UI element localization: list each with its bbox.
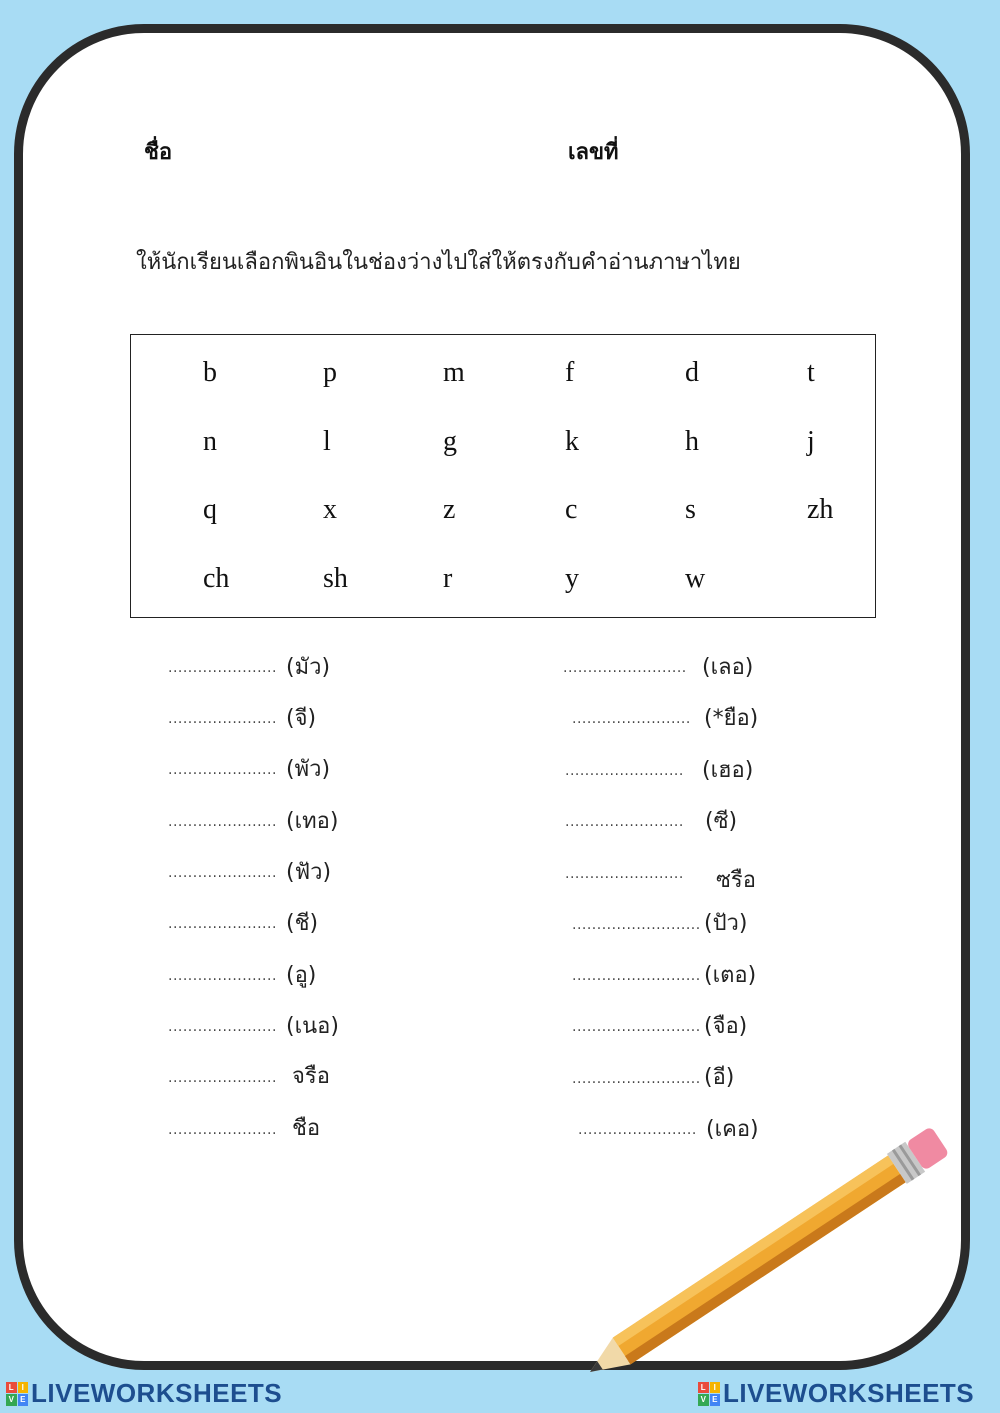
liveworksheets-logo-icon: L I V E [6,1382,28,1406]
answer-blank[interactable]: ...................... [168,762,277,778]
thai-reading: (จี) [286,706,317,731]
pinyin-letter: t [807,357,815,388]
thai-reading: (อู) [286,963,317,988]
pinyin-letter: p [323,357,337,388]
pinyin-letter: k [565,426,579,457]
answer-blank[interactable]: ...................... [168,916,277,932]
answer-blank[interactable]: ...................... [168,660,277,676]
answer-blank[interactable]: ...................... [168,1019,277,1035]
answer-blank[interactable]: ...................... [168,814,277,830]
thai-reading: (ปัว) [704,911,748,936]
thai-reading: (เทอ) [286,809,339,834]
answer-blank[interactable]: ........................ [565,866,684,882]
thai-reading: (มัว) [286,655,331,680]
thai-reading: (พัว) [286,757,331,782]
pinyin-letter: b [203,357,217,388]
answer-blank[interactable]: .......................... [572,1071,701,1087]
answer-blank[interactable]: ...................... [168,968,277,984]
liveworksheets-logo-icon: L I V E [698,1382,720,1406]
pinyin-letter: n [203,426,217,457]
thai-reading: (อี) [704,1065,735,1090]
answer-blank[interactable]: ......................... [563,660,687,676]
pinyin-letter: l [323,426,331,457]
instruction-text: ให้นักเรียนเลือกพินอินในช่องว่างไปใส่ให้ตรงกับคำอ่านภาษาไทย [136,250,741,275]
pinyin-letter: s [685,494,696,525]
thai-reading: (จือ) [704,1014,748,1039]
answer-blank[interactable]: ...................... [168,711,277,727]
footer-logo-right [698,1378,974,1409]
pinyin-letter: h [685,426,699,457]
pinyin-letter: j [807,426,815,457]
thai-reading: (*ยือ) [704,706,759,731]
pinyin-letter: ch [203,563,230,594]
pinyin-letter: zh [807,494,834,525]
name-label: ชื่อ [144,140,173,165]
answer-blank[interactable]: ........................ [565,814,684,830]
answer-blank[interactable]: .......................... [572,917,701,933]
thai-reading: (เคอ) [706,1117,759,1142]
thai-reading: (ซี) [705,809,738,834]
answer-blank[interactable]: ........................ [572,711,691,727]
pinyin-letter: x [323,494,337,525]
pinyin-letter: z [443,494,456,525]
thai-reading: (ชี) [286,911,319,936]
pinyin-letter: r [443,563,453,594]
brand-text: LIVEWORKSHEETS [31,1378,283,1408]
pinyin-letter: sh [323,563,348,594]
pinyin-letter: w [685,563,706,594]
answer-blank[interactable]: ........................ [565,763,684,779]
pinyin-letter: c [565,494,578,525]
pinyin-letter: d [685,357,699,388]
pinyin-letter: q [203,494,217,525]
answer-blank[interactable]: ...................... [168,1070,277,1086]
thai-reading: (เฮอ) [702,758,754,783]
thai-reading: ชือ [292,1116,321,1141]
answer-blank[interactable]: .......................... [572,1019,701,1035]
footer-logo-left [6,1378,282,1409]
thai-reading: จรือ [292,1064,330,1089]
pinyin-letter: g [443,426,457,457]
thai-reading: (ฟัว) [286,860,332,885]
answer-blank[interactable]: ........................ [578,1122,697,1138]
thai-reading: (เตอ) [704,963,757,988]
answer-blank[interactable]: ...................... [168,865,277,881]
answer-blank[interactable]: ...................... [168,1122,277,1138]
brand-text: LIVEWORKSHEETS [723,1378,975,1408]
pinyin-letter: m [443,357,465,388]
number-label: เลขที่ [568,140,619,165]
answer-blank[interactable]: .......................... [572,968,701,984]
pinyin-letter: f [565,357,575,388]
thai-reading: (เลอ) [702,655,754,680]
thai-reading: ซรือ [716,868,756,893]
thai-reading: (เนอ) [286,1014,339,1039]
pinyin-letter: y [565,563,579,594]
